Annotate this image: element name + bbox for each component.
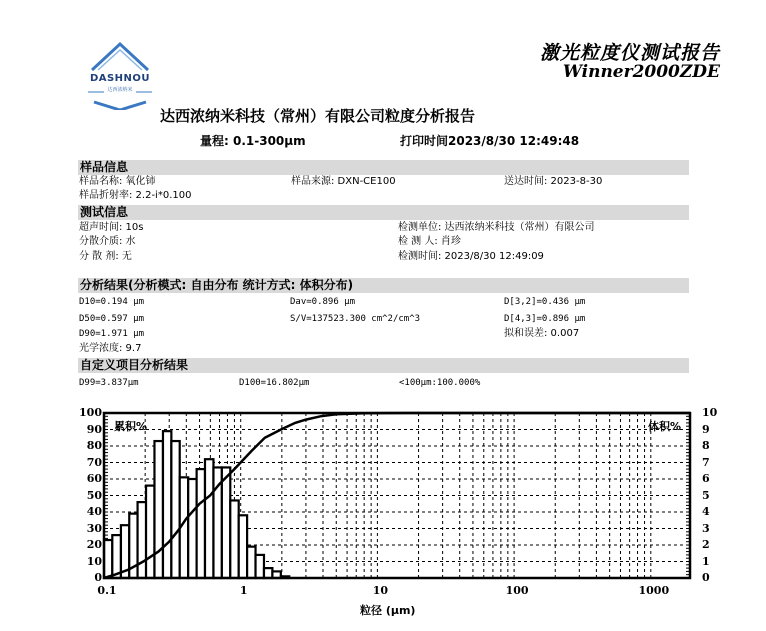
delivery-time: 送达时间: 2023-8-30 bbox=[504, 176, 603, 187]
dispersant: 分 散 剂: 无 bbox=[79, 251, 132, 262]
right-axis-tick: 1 bbox=[702, 554, 710, 568]
particle-size-chart bbox=[70, 400, 766, 627]
d32-value: D[3,2]=0.436 μm bbox=[504, 297, 586, 307]
section-sample-info: 样品信息 bbox=[78, 160, 689, 175]
right-axis-tick: 9 bbox=[702, 422, 710, 436]
left-axis-tick: 30 bbox=[86, 521, 102, 535]
optical-concentration: 光学浓度: 9.7 bbox=[79, 343, 142, 354]
left-axis-tick: 0 bbox=[94, 571, 102, 584]
histogram-bar bbox=[171, 441, 179, 578]
print-time: 打印时间2023/8/30 12:49:48 bbox=[400, 134, 580, 148]
x-axis-tick: 10 bbox=[372, 584, 389, 597]
refractive-index: 样品折射率: 2.2-i*0.100 bbox=[79, 190, 192, 201]
histogram-bar bbox=[188, 479, 196, 578]
histogram-bar bbox=[154, 441, 162, 578]
test-time: 检测时间: 2023/8/30 12:49:09 bbox=[398, 251, 544, 262]
section-custom-results: 自定义项目分析结果 bbox=[78, 358, 689, 373]
ultrasound-time: 超声时间: 10s bbox=[79, 222, 144, 233]
d10-value: D10=0.194 μm bbox=[79, 297, 145, 307]
sv-value: S/V=137523.300 cm^2/cm^3 bbox=[290, 314, 421, 324]
sample-name: 样品名称: 氧化铈 bbox=[79, 176, 156, 187]
d43-value: D[4,3]=0.896 μm bbox=[504, 314, 586, 324]
left-axis-tick: 40 bbox=[86, 505, 102, 518]
right-axis-tick: 7 bbox=[702, 455, 710, 469]
report-title: 达西浓纳米科技（常州）有限公司粒度分析报告 bbox=[160, 107, 476, 125]
left-axis-tick: 20 bbox=[86, 538, 102, 551]
section-test-info: 测试信息 bbox=[78, 205, 689, 220]
right-axis-label: 体积% bbox=[648, 420, 682, 433]
x-axis-tick: 1000 bbox=[638, 584, 670, 597]
logo-text: DASHNOU bbox=[89, 73, 151, 84]
right-axis-tick: 0 bbox=[702, 571, 710, 584]
histogram-bar bbox=[222, 467, 230, 578]
test-unit: 检测单位: 达西浓纳米科技（常州）有限公司 bbox=[398, 222, 595, 233]
d50-value: D50=0.597 μm bbox=[79, 314, 145, 324]
sample-source: 样品来源: DXN-CE100 bbox=[291, 176, 396, 187]
histogram-bar bbox=[112, 535, 121, 578]
histogram-bar bbox=[264, 568, 272, 578]
left-axis-tick: 100 bbox=[79, 406, 102, 419]
left-axis-tick: 80 bbox=[86, 439, 102, 452]
x-axis-label: 粒径 (μm) bbox=[360, 604, 416, 617]
section-analysis-results: 分析结果(分析模式: 自由分布 统计方式: 体积分布) bbox=[78, 278, 689, 293]
left-axis-tick: 70 bbox=[86, 455, 102, 469]
dispersion-medium: 分散介质: 水 bbox=[79, 236, 136, 247]
histogram-bar bbox=[239, 515, 247, 578]
d90-value: D90=1.971 μm bbox=[79, 329, 145, 339]
x-axis-tick: 1 bbox=[239, 584, 248, 597]
fit-error: 拟和误差: 0.007 bbox=[504, 328, 580, 339]
left-axis-label: 累积% bbox=[114, 420, 148, 433]
histogram-bar bbox=[205, 459, 213, 578]
histogram-bar bbox=[138, 502, 146, 578]
histogram-bar bbox=[197, 469, 205, 578]
right-axis-tick: 5 bbox=[702, 488, 710, 502]
left-axis-tick: 50 bbox=[86, 488, 102, 502]
left-axis-tick: 10 bbox=[86, 554, 102, 568]
brand-model: Winner2000ZDE bbox=[562, 62, 720, 82]
right-axis-tick: 6 bbox=[702, 472, 710, 485]
d99-value: D99=3.837μm bbox=[79, 378, 139, 388]
histogram-bar bbox=[146, 486, 154, 578]
right-axis-tick: 10 bbox=[702, 406, 718, 419]
dav-value: Dav=0.896 μm bbox=[290, 297, 356, 307]
histogram-bar bbox=[230, 500, 238, 578]
histogram-bar bbox=[256, 555, 264, 578]
measurement-range: 量程: 0.1-300μm bbox=[200, 134, 306, 148]
right-axis-tick: 4 bbox=[702, 505, 710, 518]
tester: 检 测 人: 肖珍 bbox=[398, 236, 461, 247]
right-axis-tick: 3 bbox=[702, 521, 710, 535]
logo-subtext: 达西浓纳米 bbox=[107, 87, 133, 93]
right-axis-tick: 2 bbox=[702, 538, 710, 551]
d100-value: D100=16.802μm bbox=[239, 378, 310, 388]
x-axis-tick: 100 bbox=[505, 584, 529, 597]
histogram-bar bbox=[163, 431, 171, 578]
left-axis-tick: 90 bbox=[86, 422, 102, 436]
histogram-bar bbox=[247, 547, 255, 578]
left-axis-tick: 60 bbox=[86, 472, 102, 485]
right-axis-tick: 8 bbox=[702, 439, 710, 452]
under-100-percent: <100μm:100.000% bbox=[399, 378, 481, 388]
x-axis-tick: 0.1 bbox=[97, 584, 117, 597]
brand-title: 激光粒度仪测试报告 bbox=[539, 42, 720, 64]
